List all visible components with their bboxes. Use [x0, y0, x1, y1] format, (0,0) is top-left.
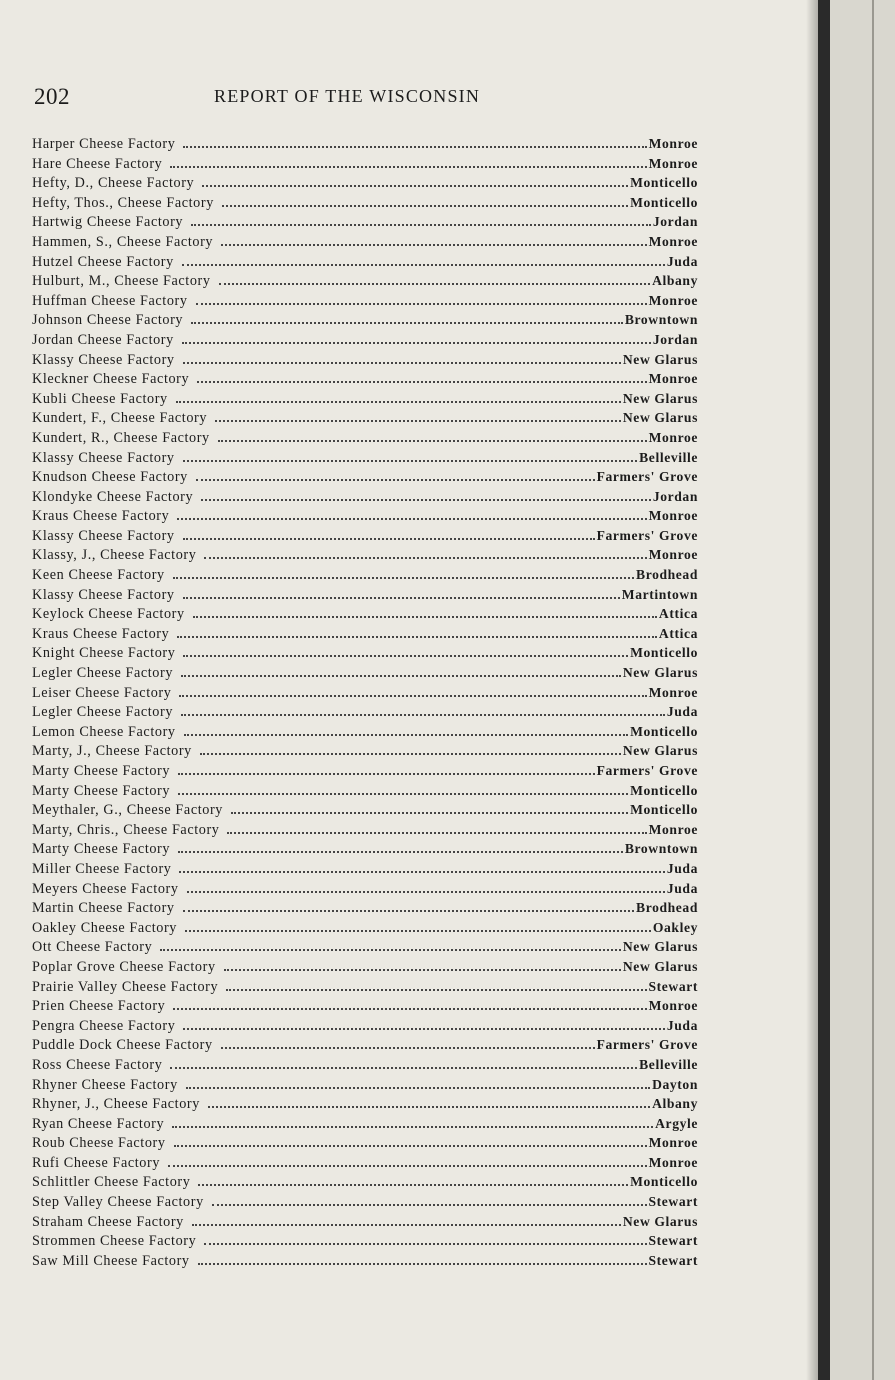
list-item	[32, 977, 698, 997]
factory-name: Saw Mill Cheese Factory	[32, 1252, 190, 1269]
dot-leader	[182, 263, 665, 266]
dot-leader	[227, 831, 646, 834]
factory-name: Schlittler Cheese Factory	[32, 1174, 191, 1191]
factory-location: Stewart	[648, 1233, 698, 1249]
factory-name: Jordan Cheese Factory	[32, 331, 174, 348]
dot-leader	[215, 419, 621, 422]
factory-name: Rufi Cheese Factory	[32, 1154, 161, 1171]
factory-location: Albany	[652, 273, 698, 289]
factory-location: Dayton	[652, 1076, 698, 1092]
dot-leader	[181, 674, 621, 677]
factory-location: Monticello	[630, 723, 698, 739]
list-item	[32, 1153, 698, 1173]
dot-leader	[183, 537, 595, 540]
factory-location: Farmers' Grove	[596, 527, 698, 543]
factory-name: Hefty, Thos., Cheese Factory	[32, 194, 214, 211]
factory-location: Monticello	[630, 782, 698, 798]
dot-leader	[204, 1242, 646, 1245]
factory-location: Jordan	[652, 214, 698, 230]
factory-list	[32, 134, 698, 1270]
factory-location: Martintown	[621, 586, 698, 602]
list-item	[32, 389, 698, 409]
factory-name: Marty Cheese Factory	[32, 782, 171, 799]
factory-location: Monticello	[630, 175, 698, 191]
factory-location: New Glarus	[622, 743, 698, 759]
list-item	[32, 741, 698, 761]
factory-location: Monroe	[648, 547, 698, 563]
factory-name: Keylock Cheese Factory	[32, 606, 185, 623]
dot-leader	[221, 243, 647, 246]
factory-name: Prien Cheese Factory	[32, 998, 166, 1015]
factory-location: Farmers' Grove	[596, 1037, 698, 1053]
factory-name: Kraus Cheese Factory	[32, 508, 170, 525]
factory-name: Ross Cheese Factory	[32, 1056, 163, 1073]
list-item	[32, 585, 698, 605]
list-item	[32, 232, 698, 252]
list-item	[32, 957, 698, 977]
factory-location: Belleville	[639, 449, 698, 465]
dot-leader	[221, 1046, 595, 1049]
factory-location: Albany	[652, 1096, 698, 1112]
factory-location: Monroe	[648, 1135, 698, 1151]
factory-location: Monroe	[648, 429, 698, 445]
list-item	[32, 1094, 698, 1114]
factory-name: Hartwig Cheese Factory	[32, 214, 184, 231]
factory-name: Klassy Cheese Factory	[32, 351, 175, 368]
factory-location: Farmers' Grove	[596, 763, 698, 778]
factory-name: Puddle Dock Cheese Factory	[32, 1037, 213, 1054]
dot-leader	[172, 1125, 653, 1128]
dot-leader	[218, 439, 647, 442]
list-item	[32, 487, 698, 507]
factory-name: Ott Cheese Factory	[32, 939, 153, 956]
factory-name: Harper Cheese Factory	[32, 136, 176, 152]
dot-leader	[168, 1164, 647, 1167]
factory-location: Browntown	[624, 841, 698, 857]
dot-leader	[181, 713, 665, 716]
list-item	[32, 1055, 698, 1075]
factory-name: Klassy, J., Cheese Factory	[32, 547, 197, 564]
factory-name: Klondyke Cheese Factory	[32, 488, 194, 505]
dot-leader	[196, 478, 595, 481]
factory-location: Monroe	[648, 1154, 698, 1170]
list-item	[32, 408, 698, 428]
list-item	[32, 291, 698, 311]
factory-location: Argyle	[655, 1115, 698, 1131]
dot-leader	[182, 341, 651, 344]
factory-location: Juda	[666, 1017, 698, 1033]
dot-leader	[160, 948, 621, 951]
list-item	[32, 604, 698, 624]
dot-leader	[178, 792, 628, 795]
dot-leader	[191, 223, 651, 226]
factory-name: Roub Cheese Factory	[32, 1135, 166, 1152]
factory-location: Stewart	[648, 1194, 698, 1210]
list-item	[32, 173, 698, 193]
factory-location: Attica	[658, 625, 698, 641]
factory-name: Straham Cheese Factory	[32, 1213, 184, 1230]
dot-leader	[219, 282, 651, 285]
factory-location: New Glarus	[622, 939, 698, 955]
list-item	[32, 154, 698, 174]
factory-name: Miller Cheese Factory	[32, 860, 172, 877]
dot-leader	[170, 1066, 637, 1069]
factory-name: Leiser Cheese Factory	[32, 684, 172, 701]
list-item	[32, 702, 698, 722]
factory-location: Monroe	[648, 155, 698, 171]
list-item	[32, 643, 698, 663]
facing-page-edge	[830, 0, 895, 1380]
factory-location: Jordan	[652, 331, 698, 347]
factory-name: Rhyner, J., Cheese Factory	[32, 1096, 200, 1113]
factory-name: Strommen Cheese Factory	[32, 1233, 197, 1250]
list-item	[32, 1114, 698, 1134]
dot-leader	[173, 1007, 646, 1010]
list-item	[32, 1016, 698, 1036]
dot-leader	[198, 1262, 647, 1265]
factory-location: New Glarus	[622, 958, 698, 974]
factory-name: Rhyner Cheese Factory	[32, 1076, 178, 1093]
factory-name: Marty Cheese Factory	[32, 841, 171, 858]
list-item	[32, 526, 698, 546]
factory-location: Juda	[666, 253, 698, 269]
factory-name: Keen Cheese Factory	[32, 567, 165, 584]
dot-leader	[183, 361, 621, 364]
factory-location: Monroe	[648, 684, 698, 700]
factory-name: Marty, J., Cheese Factory	[32, 743, 192, 760]
dot-leader	[187, 890, 665, 893]
factory-location: Monroe	[648, 136, 698, 151]
list-item	[32, 761, 698, 781]
dot-leader	[183, 459, 638, 462]
factory-location: Belleville	[639, 1056, 698, 1072]
factory-name: Kubli Cheese Factory	[32, 390, 168, 407]
facing-page-line	[872, 0, 874, 1380]
list-item	[32, 1035, 698, 1055]
factory-name: Huffman Cheese Factory	[32, 292, 188, 309]
factory-location: Monroe	[648, 821, 698, 837]
dot-leader	[201, 498, 651, 501]
factory-location: New Glarus	[622, 1213, 698, 1229]
dot-leader	[208, 1105, 650, 1108]
factory-location: Monticello	[630, 802, 698, 818]
list-item	[32, 448, 698, 468]
list-item	[32, 1133, 698, 1153]
dot-leader	[191, 321, 623, 324]
factory-name: Kundert, R., Cheese Factory	[32, 429, 210, 446]
factory-location: Monticello	[630, 645, 698, 661]
list-item	[32, 1231, 698, 1251]
list-item	[32, 800, 698, 820]
dot-leader	[198, 1183, 628, 1186]
dot-leader	[200, 752, 621, 755]
list-item	[32, 330, 698, 350]
dot-leader	[193, 615, 657, 618]
list-item	[32, 252, 698, 272]
factory-name: Kundert, F., Cheese Factory	[32, 410, 208, 427]
factory-location: Monroe	[648, 233, 698, 249]
list-item	[32, 624, 698, 644]
list-item	[32, 898, 698, 918]
list-item	[32, 506, 698, 526]
dot-leader	[212, 1203, 647, 1206]
list-item	[32, 820, 698, 840]
list-item	[32, 1172, 698, 1192]
dot-leader	[185, 929, 651, 932]
factory-location: Monroe	[648, 508, 698, 524]
factory-location: New Glarus	[622, 351, 698, 367]
factory-location: Juda	[666, 880, 698, 896]
dot-leader	[176, 400, 621, 403]
list-item	[32, 996, 698, 1016]
factory-name: Legler Cheese Factory	[32, 704, 174, 721]
factory-name: Meyers Cheese Factory	[32, 880, 179, 897]
factory-name: Step Valley Cheese Factory	[32, 1194, 204, 1211]
list-item	[32, 781, 698, 801]
dot-leader	[177, 635, 657, 638]
factory-name: Hammen, S., Cheese Factory	[32, 233, 214, 250]
factory-name: Martin Cheese Factory	[32, 900, 175, 917]
dot-leader	[179, 870, 664, 873]
list-item	[32, 683, 698, 703]
factory-name: Klassy Cheese Factory	[32, 527, 175, 544]
factory-name: Klassy Cheese Factory	[32, 586, 175, 603]
factory-name: Johnson Cheese Factory	[32, 312, 184, 329]
list-item	[32, 722, 698, 742]
factory-location: New Glarus	[622, 665, 698, 681]
factory-name: Poplar Grove Cheese Factory	[32, 958, 216, 975]
page-header	[34, 84, 698, 112]
list-item	[32, 1251, 698, 1271]
factory-name: Hare Cheese Factory	[32, 155, 163, 172]
dot-leader	[183, 145, 646, 148]
factory-location: Browntown	[624, 312, 698, 328]
factory-location: Juda	[666, 704, 698, 720]
list-item	[32, 1212, 698, 1232]
dot-leader	[178, 850, 623, 853]
list-item	[32, 1075, 698, 1095]
dot-leader	[204, 556, 646, 559]
factory-location: Brodhead	[636, 900, 698, 916]
list-item	[32, 937, 698, 957]
dot-leader	[178, 772, 595, 775]
dot-leader	[183, 596, 620, 599]
factory-name: Hulburt, M., Cheese Factory	[32, 273, 211, 290]
factory-name: Legler Cheese Factory	[32, 665, 174, 682]
factory-name: Kraus Cheese Factory	[32, 625, 170, 642]
dot-leader	[183, 1027, 664, 1030]
factory-location: Monticello	[630, 194, 698, 210]
list-item	[32, 369, 698, 389]
factory-location: Stewart	[648, 978, 698, 994]
factory-location: Brodhead	[636, 567, 698, 583]
list-item	[32, 859, 698, 879]
list-item	[32, 310, 698, 330]
factory-name: Knight Cheese Factory	[32, 645, 176, 662]
list-item	[32, 271, 698, 291]
dot-leader	[170, 165, 646, 168]
list-item	[32, 193, 698, 213]
factory-name: Pengra Cheese Factory	[32, 1017, 176, 1034]
book-spine	[818, 0, 830, 1380]
factory-name: Hefty, D., Cheese Factory	[32, 175, 195, 192]
dot-leader	[183, 654, 628, 657]
dot-leader	[202, 184, 628, 187]
factory-name: Prairie Valley Cheese Factory	[32, 978, 219, 995]
dot-leader	[183, 909, 634, 912]
factory-location: Stewart	[648, 1252, 698, 1268]
list-item	[32, 428, 698, 448]
factory-location: New Glarus	[622, 390, 698, 406]
dot-leader	[192, 1223, 621, 1226]
list-item	[32, 467, 698, 487]
dot-leader	[197, 380, 646, 383]
dot-leader	[174, 1144, 647, 1147]
factory-name: Kleckner Cheese Factory	[32, 371, 190, 388]
factory-name: Meythaler, G., Cheese Factory	[32, 802, 223, 819]
factory-name: Hutzel Cheese Factory	[32, 253, 174, 270]
factory-location: Attica	[658, 606, 698, 622]
running-title: REPORT OF THE WISCONSIN	[214, 86, 481, 106]
factory-location: Monroe	[648, 371, 698, 387]
factory-name: Marty Cheese Factory	[32, 763, 171, 779]
factory-location: Monroe	[648, 292, 698, 308]
dot-leader	[231, 811, 628, 814]
list-item	[32, 839, 698, 859]
factory-name: Marty, Chris., Cheese Factory	[32, 821, 220, 838]
factory-name: Ryan Cheese Factory	[32, 1115, 165, 1132]
factory-name: Knudson Cheese Factory	[32, 469, 188, 486]
dot-leader	[222, 204, 628, 207]
dot-leader	[196, 302, 647, 305]
list-item	[32, 212, 698, 232]
list-item	[32, 565, 698, 585]
dot-leader	[177, 517, 646, 520]
list-item	[32, 879, 698, 899]
factory-location: Oakley	[652, 919, 698, 935]
page-number: 202	[34, 84, 70, 109]
list-item	[32, 134, 698, 154]
dot-leader	[186, 1086, 650, 1089]
factory-name: Oakley Cheese Factory	[32, 919, 177, 936]
dot-leader	[224, 968, 621, 971]
dot-leader	[184, 733, 628, 736]
list-item	[32, 350, 698, 370]
factory-name: Klassy Cheese Factory	[32, 449, 175, 466]
factory-location: Jordan	[652, 488, 698, 504]
factory-location: New Glarus	[622, 410, 698, 426]
factory-location: Monroe	[648, 998, 698, 1014]
list-item	[32, 918, 698, 938]
factory-location: Juda	[666, 860, 698, 876]
list-item	[32, 663, 698, 683]
gutter-shadow	[806, 0, 818, 1380]
dot-leader	[179, 694, 646, 697]
factory-name: Lemon Cheese Factory	[32, 723, 176, 740]
list-item	[32, 545, 698, 565]
list-item	[32, 1192, 698, 1212]
factory-location: Monticello	[630, 1174, 698, 1190]
dot-leader	[173, 576, 634, 579]
dot-leader	[226, 988, 646, 991]
factory-location: Farmers' Grove	[596, 469, 698, 485]
